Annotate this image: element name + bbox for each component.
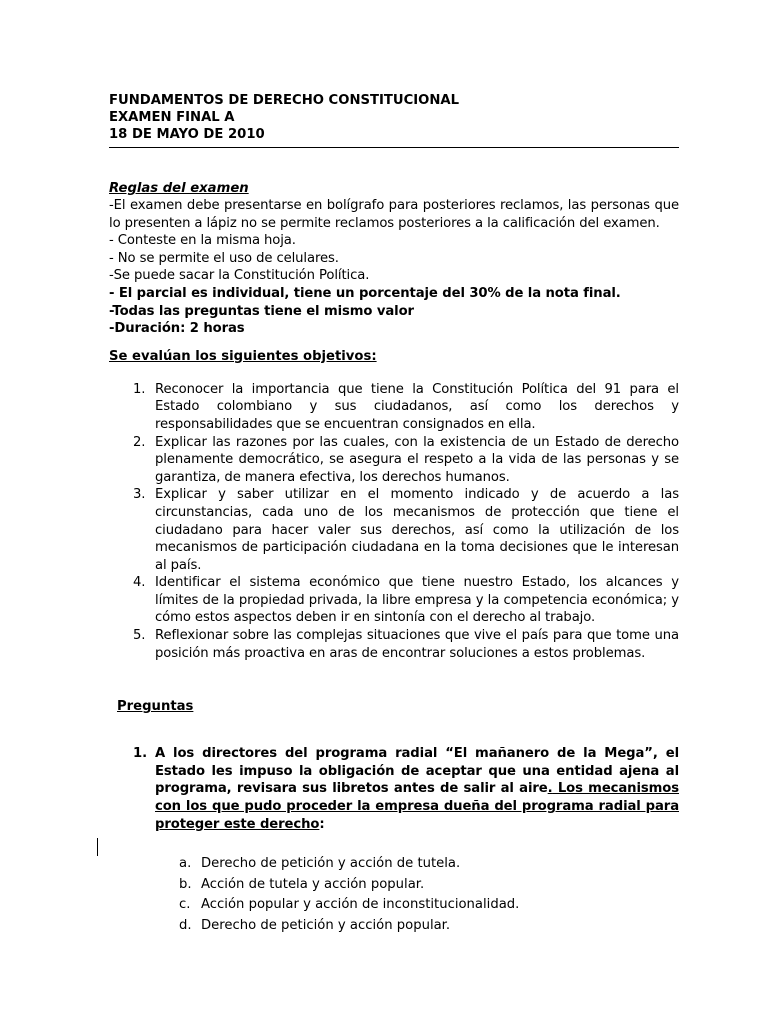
header-divider [109,147,679,148]
option-letter: a. [179,856,192,872]
option-text: Acción popular y acción de inconstitucionalidad. [201,897,520,913]
list-item [109,486,679,574]
exam-date: 18 DE MAYO DE 2010 [109,127,265,142]
rule-item-bold: -Duración: 2 horas [109,321,245,337]
option-text: Derecho de petición y acción popular. [201,918,451,933]
exam-header [109,92,679,148]
question-number: 1. [133,746,147,762]
list-item [109,434,679,487]
rule-item: - Conteste en la misma hoja. [109,233,296,249]
list-number: 4. [133,575,146,591]
question-text-part1: A los directores del programa radial “El mañanero de la Mega”, el Estado les impuso la obligación de aceptar que una entidad ajena al programa, revisara sus libretos antes de salir al aire [155,746,679,797]
questions-title: Preguntas [117,699,194,715]
list-item [109,381,679,434]
exam-name: EXAMEN FINAL A [109,110,235,125]
rules-section [109,180,679,338]
list-text: Explicar las razones por las cuales, con la existencia de un Estado de derecho plenamente democrático, se asegura el respeto a la vida de las personas y se garantiza, de manera efectiva, los derechos humanos. [155,434,679,485]
answer-option-d[interactable] [109,916,679,937]
list-text: Explicar y saber utilizar en el momento indicado y de acuerdo a las circunstancias, cada uno de los mecanismos de protección que tiene el ciudadano para hacer valer sus derechos, así como la utilización de los mecanismos de participación ciudadana en la toma decisiones que le interesan al país. [155,487,679,573]
list-number: 1. [133,381,146,397]
list-item [109,574,679,627]
option-letter: d. [179,918,192,933]
answer-option-b[interactable] [109,875,679,896]
list-item [109,627,679,662]
objectives-list [109,381,679,663]
exam-document [109,92,679,953]
answer-options [109,854,679,936]
list-number: 2. [133,434,146,450]
answer-option-a[interactable] [109,854,679,875]
text-cursor [97,838,98,856]
option-text: Acción de tutela y acción popular. [201,876,425,892]
list-text: Reflexionar sobre las complejas situaciones que vive el país para que tome una posición más proactiva en aras de encontrar soluciones a estos problemas. [155,628,679,661]
answer-option-c[interactable] [109,895,679,916]
option-letter: b. [179,876,192,892]
rule-item-bold: -Todas las preguntas tiene el mismo valor [109,303,414,319]
question-text-end: : [319,816,325,832]
rule-item: -El examen debe presentarse en bolígrafo para posteriores reclamos, las personas que lo presenten a lápiz no se permite reclamos posteriores a la calificación del examen. [109,198,679,231]
list-text: Identificar el sistema económico que tiene nuestro Estado, los alcances y límites de la propiedad privada, la libre empresa y la competencia económica; y cómo estos aspectos deben ir en sintonía con el derecho al trabajo. [155,575,679,626]
rule-item: - No se permite el uso de celulares. [109,250,339,266]
list-number: 5. [133,628,146,644]
course-title: FUNDAMENTOS DE DERECHO CONSTITUCIONAL [109,93,460,108]
rules-title: Reglas del examen [109,181,249,196]
option-text: Derecho de petición y acción de tutela. [201,856,461,872]
list-text: Reconocer la importancia que tiene la Constitución Política del 91 para el Estado colombiano y sus ciudadanos, así como los derechos y responsabilidades que se encuentran consignados en ella. [155,381,679,432]
rule-item-bold: - El parcial es individual, tiene un porcentaje del 30% de la nota final. [109,285,621,301]
question-1 [109,745,679,833]
question-text-part2: Los mecanismos con los que pudo proceder la empresa dueña del programa radial para proteger este derecho [155,781,679,832]
rule-item: -Se puede sacar la Constitución Política. [109,268,370,284]
list-number: 3. [133,487,146,503]
objectives-title: Se evalúan los siguientes objetivos: [109,348,377,364]
option-letter: c. [179,897,191,913]
question-text-underlined: . [547,781,553,797]
